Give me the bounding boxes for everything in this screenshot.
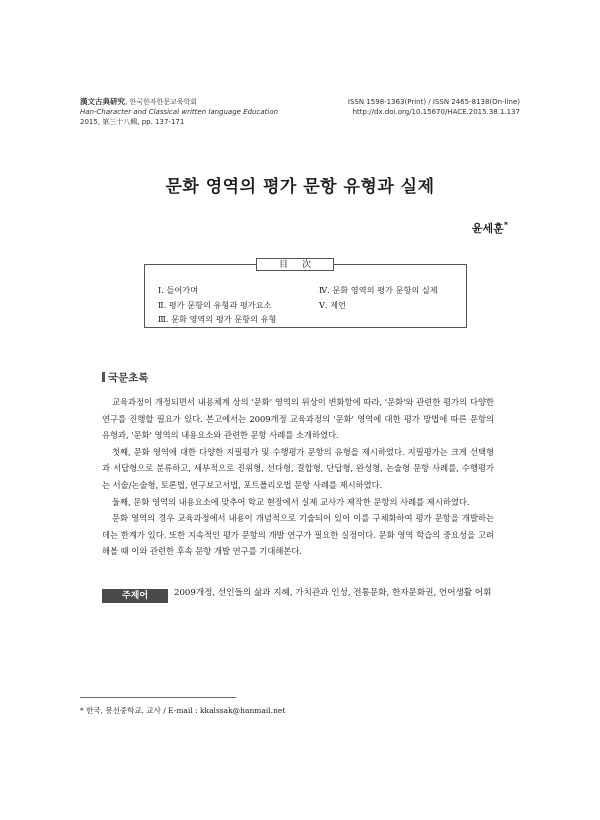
- abstract-body: [102, 394, 494, 560]
- toc-item: Ⅰ. 들어가며: [158, 285, 199, 295]
- abstract-heading: [102, 370, 149, 385]
- journal-name: 漢文古典研究: [80, 97, 125, 106]
- journal-info: [80, 97, 278, 127]
- toc-left-column: [158, 283, 276, 327]
- author-footnote: * 한국, 봉선중학교, 교사 / E-mail : kkalssak@hanmail.net: [80, 706, 286, 715]
- author-footnote-mark[interactable]: *: [503, 220, 508, 230]
- toc-item: Ⅲ. 문화 영역의 평가 문항의 유형: [158, 314, 277, 324]
- toc-item: Ⅳ. 문화 영역의 평가 문항의 실제: [319, 285, 438, 295]
- abstract-paragraph: 둘째, 문화 영역의 내용요소에 맞추어 학교 현장에서 실제 교사가 제작한 문항의 사례를 제시하였다.: [112, 496, 470, 507]
- abstract-paragraph: 문화 영역의 경우 교육과정에서 내용이 개념적으로 기술되어 있어 이를 구체화하여 평가 문항을 개발하는 데는 한계가 있다. 또한 지속적인 평가 문항의 개발 연구가 필요한 실정이다. 문화 영역 학습의 중요성을 고려해볼 때 이와 관련한 후속 문항 개발 연구를 기대해본다.: [102, 513, 494, 557]
- keywords-label: 주제어: [102, 589, 168, 603]
- toc-item: Ⅱ. 평가 문항의 유형과 평가요소: [158, 299, 272, 310]
- issn: ISSN 1598-1363(Print) / ISSN 2465-8138(On-line): [347, 98, 520, 106]
- publication-ids: [348, 97, 520, 117]
- abstract-paragraph: 교육과정이 개정되면서 내용체계 상의 '문화' 영역의 위상이 변화함에 따라, '문화'와 관련한 평가의 다양한 연구를 진행할 필요가 있다. 본고에서는 2009개정 교육과정의 '문화' 영역에 대한 평가 방법에 따른 문항의 유형과, '문화' 영역의 내용요소와 관련한 문항 사례를 소개하였다.: [102, 397, 494, 441]
- author-name: [472, 220, 508, 236]
- footnote-divider: [80, 697, 236, 698]
- toc-right-column: [319, 283, 438, 312]
- doi-link[interactable]: http://dx.doi.org/10.15670/HACE.2015.38.1.137: [352, 108, 520, 116]
- paper-title: 문화 영역의 평가 문항 유형과 실제: [165, 177, 435, 197]
- abstract-paragraph: 첫째, 문화 영역에 대한 다양한 지필평가 및 수행평가 문항의 유형을 제시하였다. 지필평가는 크게 선택형과 서답형으로 분류하고, 세부적으로 진위형, 선다형, 결합형, 단답형, 완성형, 논술형 문항 사례를, 수행평가는 서술/논술형, 토론법, 연구보고서법, 포트폴리오법 문항 사례를 제시하였다.: [102, 446, 494, 490]
- journal-issue: 2015, 第三十八輯, pp. 137-171: [80, 118, 185, 126]
- abstract-heading-text: 국문초록: [108, 372, 149, 384]
- toc-title: 目次: [256, 258, 334, 271]
- journal-society: , 한국한자한문교육학회: [125, 98, 198, 106]
- journal-english-name: Han-Character and Classical written language Education: [80, 108, 279, 116]
- author: 윤세훈: [471, 222, 504, 235]
- heading-bar-icon: [102, 372, 105, 382]
- toc-item: Ⅴ. 제언: [319, 299, 346, 310]
- keywords-text: 2009개정, 선인들의 삶과 지혜, 가치관과 인성, 전통문화, 한자문화권, 언어생활 어휘: [174, 588, 492, 598]
